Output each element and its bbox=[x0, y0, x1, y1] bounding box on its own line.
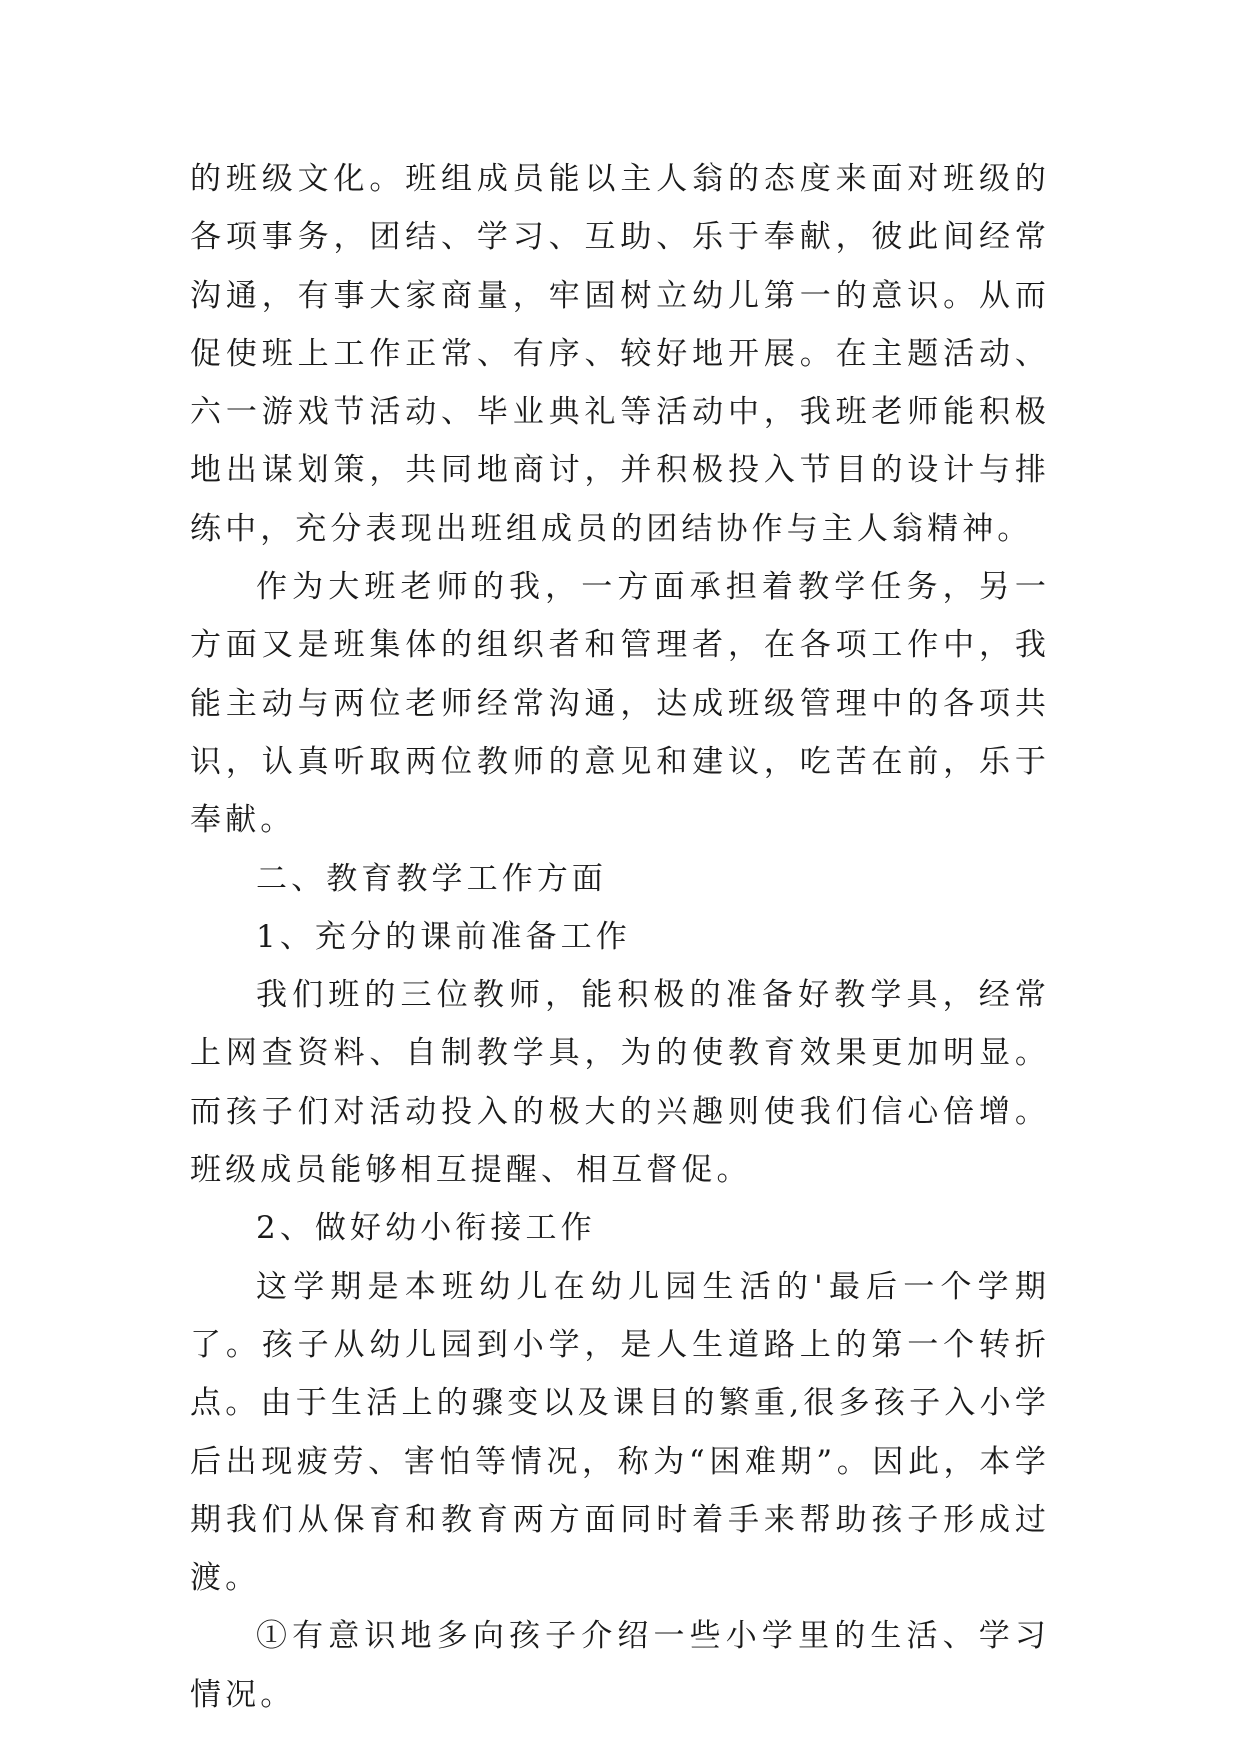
section-heading-teaching: 二、教育教学工作方面 bbox=[256, 860, 607, 897]
subheading-transition-work: 2、做好幼小衔接工作 bbox=[256, 1210, 596, 1247]
list-item-introduce-school-life: ①有意识地多向孩子介绍一些小学里的生活、学习情况。 bbox=[190, 1618, 1050, 1713]
subheading-lesson-preparation: 1、充分的课前准备工作 bbox=[256, 918, 631, 955]
paragraph-transition-work: 这学期是本班幼儿在幼儿园生活的'最后一个学期了。孩子从幼儿园到小学，是人生道路上的第一个转折点。由于生活上的骤变以及课目的繁重,很多孩子入小学后出现疲劳、害怕等情况，称为“困难期”。因此，本学期我们从保育和教育两方面同时着手来帮助孩子形成过渡。 bbox=[190, 1268, 1050, 1597]
paragraph-class-culture: 的班级文化。班组成员能以主人翁的态度来面对班级的各项事务，团结、学习、互助、乐于奉献，彼此间经常沟通，有事大家商量，牢固树立幼儿第一的意识。从而促使班上工作正常、有序、较好地开展。在主题活动、六一游戏节活动、毕业典礼等活动中，我班老师能积极地出谋划策，共同地商讨，并积极投入节目的设计与排练中，充分表现出班组成员的团结协作与主人翁精神。 bbox=[190, 161, 1050, 547]
paragraph-lesson-preparation: 我们班的三位教师，能积极的准备好教学具，经常上网查资料、自制教学具，为的使教育效果更加明显。而孩子们对活动投入的极大的兴趣则使我们信心倍增。班级成员能够相互提醒、相互督促。 bbox=[190, 977, 1050, 1189]
document-body bbox=[190, 150, 1050, 1724]
paragraph-teacher-role: 作为大班老师的我，一方面承担着教学任务，另一方面又是班集体的组织者和管理者，在各项工作中，我能主动与两位老师经常沟通，达成班级管理中的各项共识，认真听取两位教师的意见和建议，吃苦在前，乐于奉献。 bbox=[190, 569, 1050, 839]
